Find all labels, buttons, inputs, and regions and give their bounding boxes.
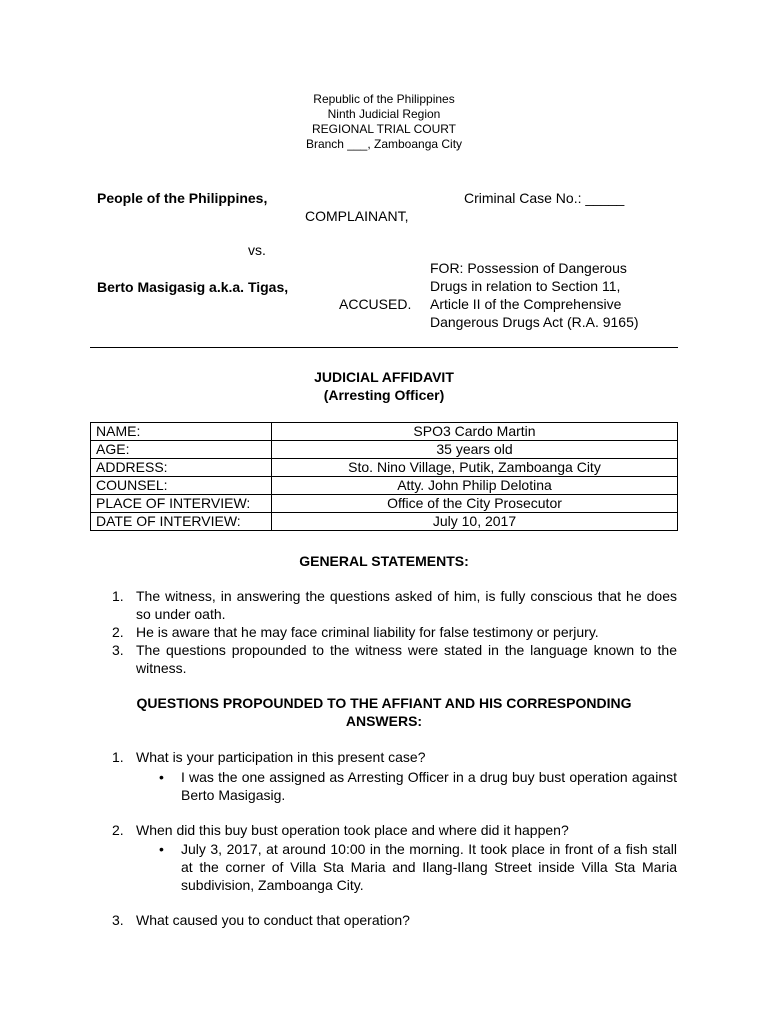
table-label: DATE OF INTERVIEW: — [91, 513, 272, 531]
question-number: 2. — [112, 822, 124, 838]
complainant-name: People of the Philippines, — [97, 190, 268, 206]
table-value: 35 years old — [272, 441, 678, 459]
question-number: 1. — [112, 749, 124, 765]
charge-description — [430, 259, 639, 331]
list-item: The questions propounded to the witness were stated in the language known to the witness. — [136, 642, 677, 676]
complainant-role: COMPLAINANT, — [305, 208, 409, 224]
list-item: He is aware that he may face criminal liability for false testimony or perjury. — [136, 624, 599, 640]
list-number: 3. — [112, 642, 124, 658]
case-number: Criminal Case No.: _____ — [464, 190, 625, 206]
general-statements-heading: GENERAL STATEMENTS: — [299, 553, 469, 569]
accused-name: Berto Masigasig a.k.a. Tigas, — [97, 279, 289, 295]
table-value: July 10, 2017 — [272, 513, 678, 531]
table-row — [91, 495, 678, 513]
court-header — [0, 92, 768, 152]
table-row — [91, 459, 678, 477]
bullet-icon: • — [159, 841, 164, 857]
charge-line: FOR: Possession of Dangerous — [430, 260, 627, 276]
list-number: 1. — [112, 588, 124, 604]
header-republic: Republic of the Philippines — [313, 92, 455, 106]
charge-line: Article II of the Comprehensive — [430, 296, 622, 312]
table-value: Office of the City Prosecutor — [272, 495, 678, 513]
divider-line — [90, 347, 678, 348]
answer-text: July 3, 2017, at around 10:00 in the morning. It took place in front of a fish stall at the corner of Villa Sta Maria and Ilang-Ilang Street inside Villa Sta Maria subdivision, Zamboanga City. — [181, 841, 677, 893]
accused-role: ACCUSED. — [339, 296, 412, 312]
table-label: COUNSEL: — [91, 477, 272, 495]
table-label: ADDRESS: — [91, 459, 272, 477]
table-row — [91, 477, 678, 495]
table-row — [91, 513, 678, 531]
questions-heading-line: QUESTIONS PROPOUNDED TO THE AFFIANT AND HIS CORRESPONDING — [136, 695, 632, 711]
charge-line: Dangerous Drugs Act (R.A. 9165) — [430, 314, 639, 330]
questions-heading — [0, 694, 768, 730]
charge-line: Drugs in relation to Section 11, — [430, 278, 621, 294]
list-item: The witness, in answering the questions asked of him, is fully conscious that he does so under oath. — [136, 588, 677, 622]
table-row — [91, 423, 678, 441]
table-label: AGE: — [91, 441, 272, 459]
header-branch: Branch ___, Zamboanga City — [305, 137, 463, 151]
header-region: Ninth Judicial Region — [327, 107, 441, 121]
question-text: When did this buy bust operation took place and where did it happen? — [136, 822, 569, 838]
table-value: Sto. Nino Village, Putik, Zamboanga City — [272, 459, 678, 477]
table-row — [91, 441, 678, 459]
answer-text: I was the one assigned as Arresting Officer in a drug buy bust operation against Berto Masigasig. — [181, 769, 677, 803]
questions-heading-line: ANSWERS: — [345, 713, 423, 729]
question-text: What caused you to conduct that operation? — [136, 912, 410, 928]
table-value: Atty. John Philip Delotina — [272, 477, 678, 495]
witness-info-table — [90, 422, 678, 531]
table-label: NAME: — [91, 423, 272, 441]
table-label: PLACE OF INTERVIEW: — [91, 495, 272, 513]
list-number: 2. — [112, 624, 124, 640]
document-title — [0, 368, 768, 404]
bullet-icon: • — [159, 769, 164, 785]
versus-label: vs. — [248, 242, 266, 258]
header-court: REGIONAL TRIAL COURT — [311, 122, 457, 136]
question-text: What is your participation in this present case? — [136, 749, 426, 765]
table-value: SPO3 Cardo Martin — [272, 423, 678, 441]
title-main: JUDICIAL AFFIDAVIT — [314, 369, 454, 385]
title-sub: (Arresting Officer) — [323, 387, 445, 403]
question-number: 3. — [112, 912, 124, 928]
